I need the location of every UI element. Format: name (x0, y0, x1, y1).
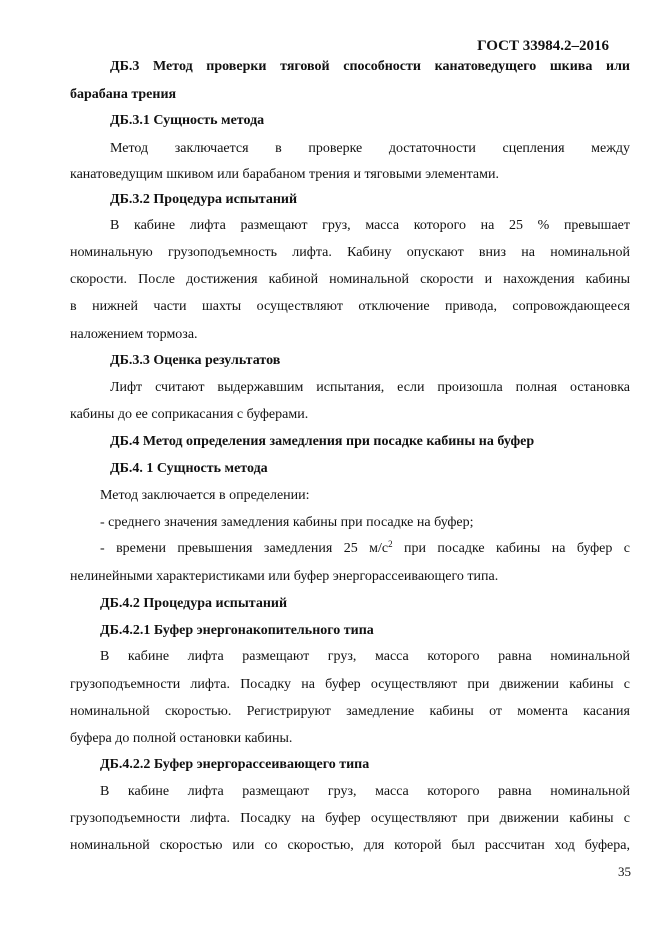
section-title-db421: ДБ.4.2.1 Буфер энергонакопительного типа (100, 623, 374, 638)
paragraph-line: буфера до полной остановки кабины. (70, 731, 293, 746)
section-title-db422: ДБ.4.2.2 Буфер энергорассеивающего типа (100, 757, 370, 772)
list-item (100, 540, 630, 558)
paragraph-line: В кабине лифта размещают груз, масса которого равна номинальной (100, 649, 630, 664)
paragraph-line: Метод заключается в проверке достаточности сцепления между (110, 141, 630, 156)
page-number: 35 (618, 864, 631, 879)
superscript-exponent: 2 (388, 539, 393, 549)
list-item: - среднего значения замедления кабины при посадке на буфер; (100, 515, 474, 530)
paragraph-line: Метод заключается в определении: (100, 488, 310, 503)
paragraph-line: Лифт считают выдержавшим испытания, если произошла полная остановка (110, 380, 630, 395)
paragraph-line: грузоподъемности лифта. Посадку на буфер осуществляют при движении кабины с (70, 677, 630, 692)
paragraph-line: канатоведущим шкивом или барабаном трения и тяговыми элементами. (70, 167, 499, 182)
section-title-db32: ДБ.3.2 Процедура испытаний (110, 192, 298, 207)
paragraph-line: номинальную грузоподъемность лифта. Кабину опускают вниз на номинальной (70, 245, 630, 260)
paragraph-line: скорости. После достижения кабиной номинальной скорости и нахождения кабины (70, 272, 630, 287)
section-title-db31: ДБ.3.1 Сущность метода (110, 113, 265, 128)
paragraph-line: нелинейными характеристиками или буфер энергорассеивающего типа. (70, 569, 499, 584)
section-title-db3-cont: барабана трения (70, 87, 177, 102)
section-title-db4: ДБ.4 Метод определения замедления при посадке кабины на буфер (110, 434, 535, 449)
section-title-db3: ДБ.3 Метод проверки тяговой способности канатоведущего шкива или (110, 59, 630, 74)
paragraph-line: в нижней части шахты осуществляют отключение привода, сопровождающееся (70, 299, 630, 314)
paragraph-line: номинальной скоростью или со скоростью, для которой был рассчитан ход буфера, (70, 838, 630, 853)
paragraph-line: В кабине лифта размещают груз, масса которого на 25 % превышает (110, 218, 630, 233)
paragraph-line: В кабине лифта размещают груз, массa которого равна номинальной (100, 784, 630, 799)
section-title-db41: ДБ.4. 1 Сущность метода (110, 461, 268, 476)
paragraph-line: грузоподъемности лифта. Посадку на буфер осуществляют при движении кабины с (70, 811, 630, 826)
document-code-header: ГОСТ 33984.2–2016 (477, 38, 609, 54)
list-item-text: - времени превышения замедления 25 м/с (100, 541, 389, 556)
paragraph-line: наложением тормоза. (70, 327, 198, 342)
list-item-text: при посадке кабины на буфер с (392, 541, 631, 556)
paragraph-line: кабины до ее соприкасания с буферами. (70, 407, 309, 422)
section-title-db33: ДБ.3.3 Оценка результатов (110, 353, 281, 368)
section-title-db42: ДБ.4.2 Процедура испытаний (100, 596, 288, 611)
paragraph-line: номинальной скоростью. Регистрируют замедление кабины от момента касания (70, 704, 630, 719)
